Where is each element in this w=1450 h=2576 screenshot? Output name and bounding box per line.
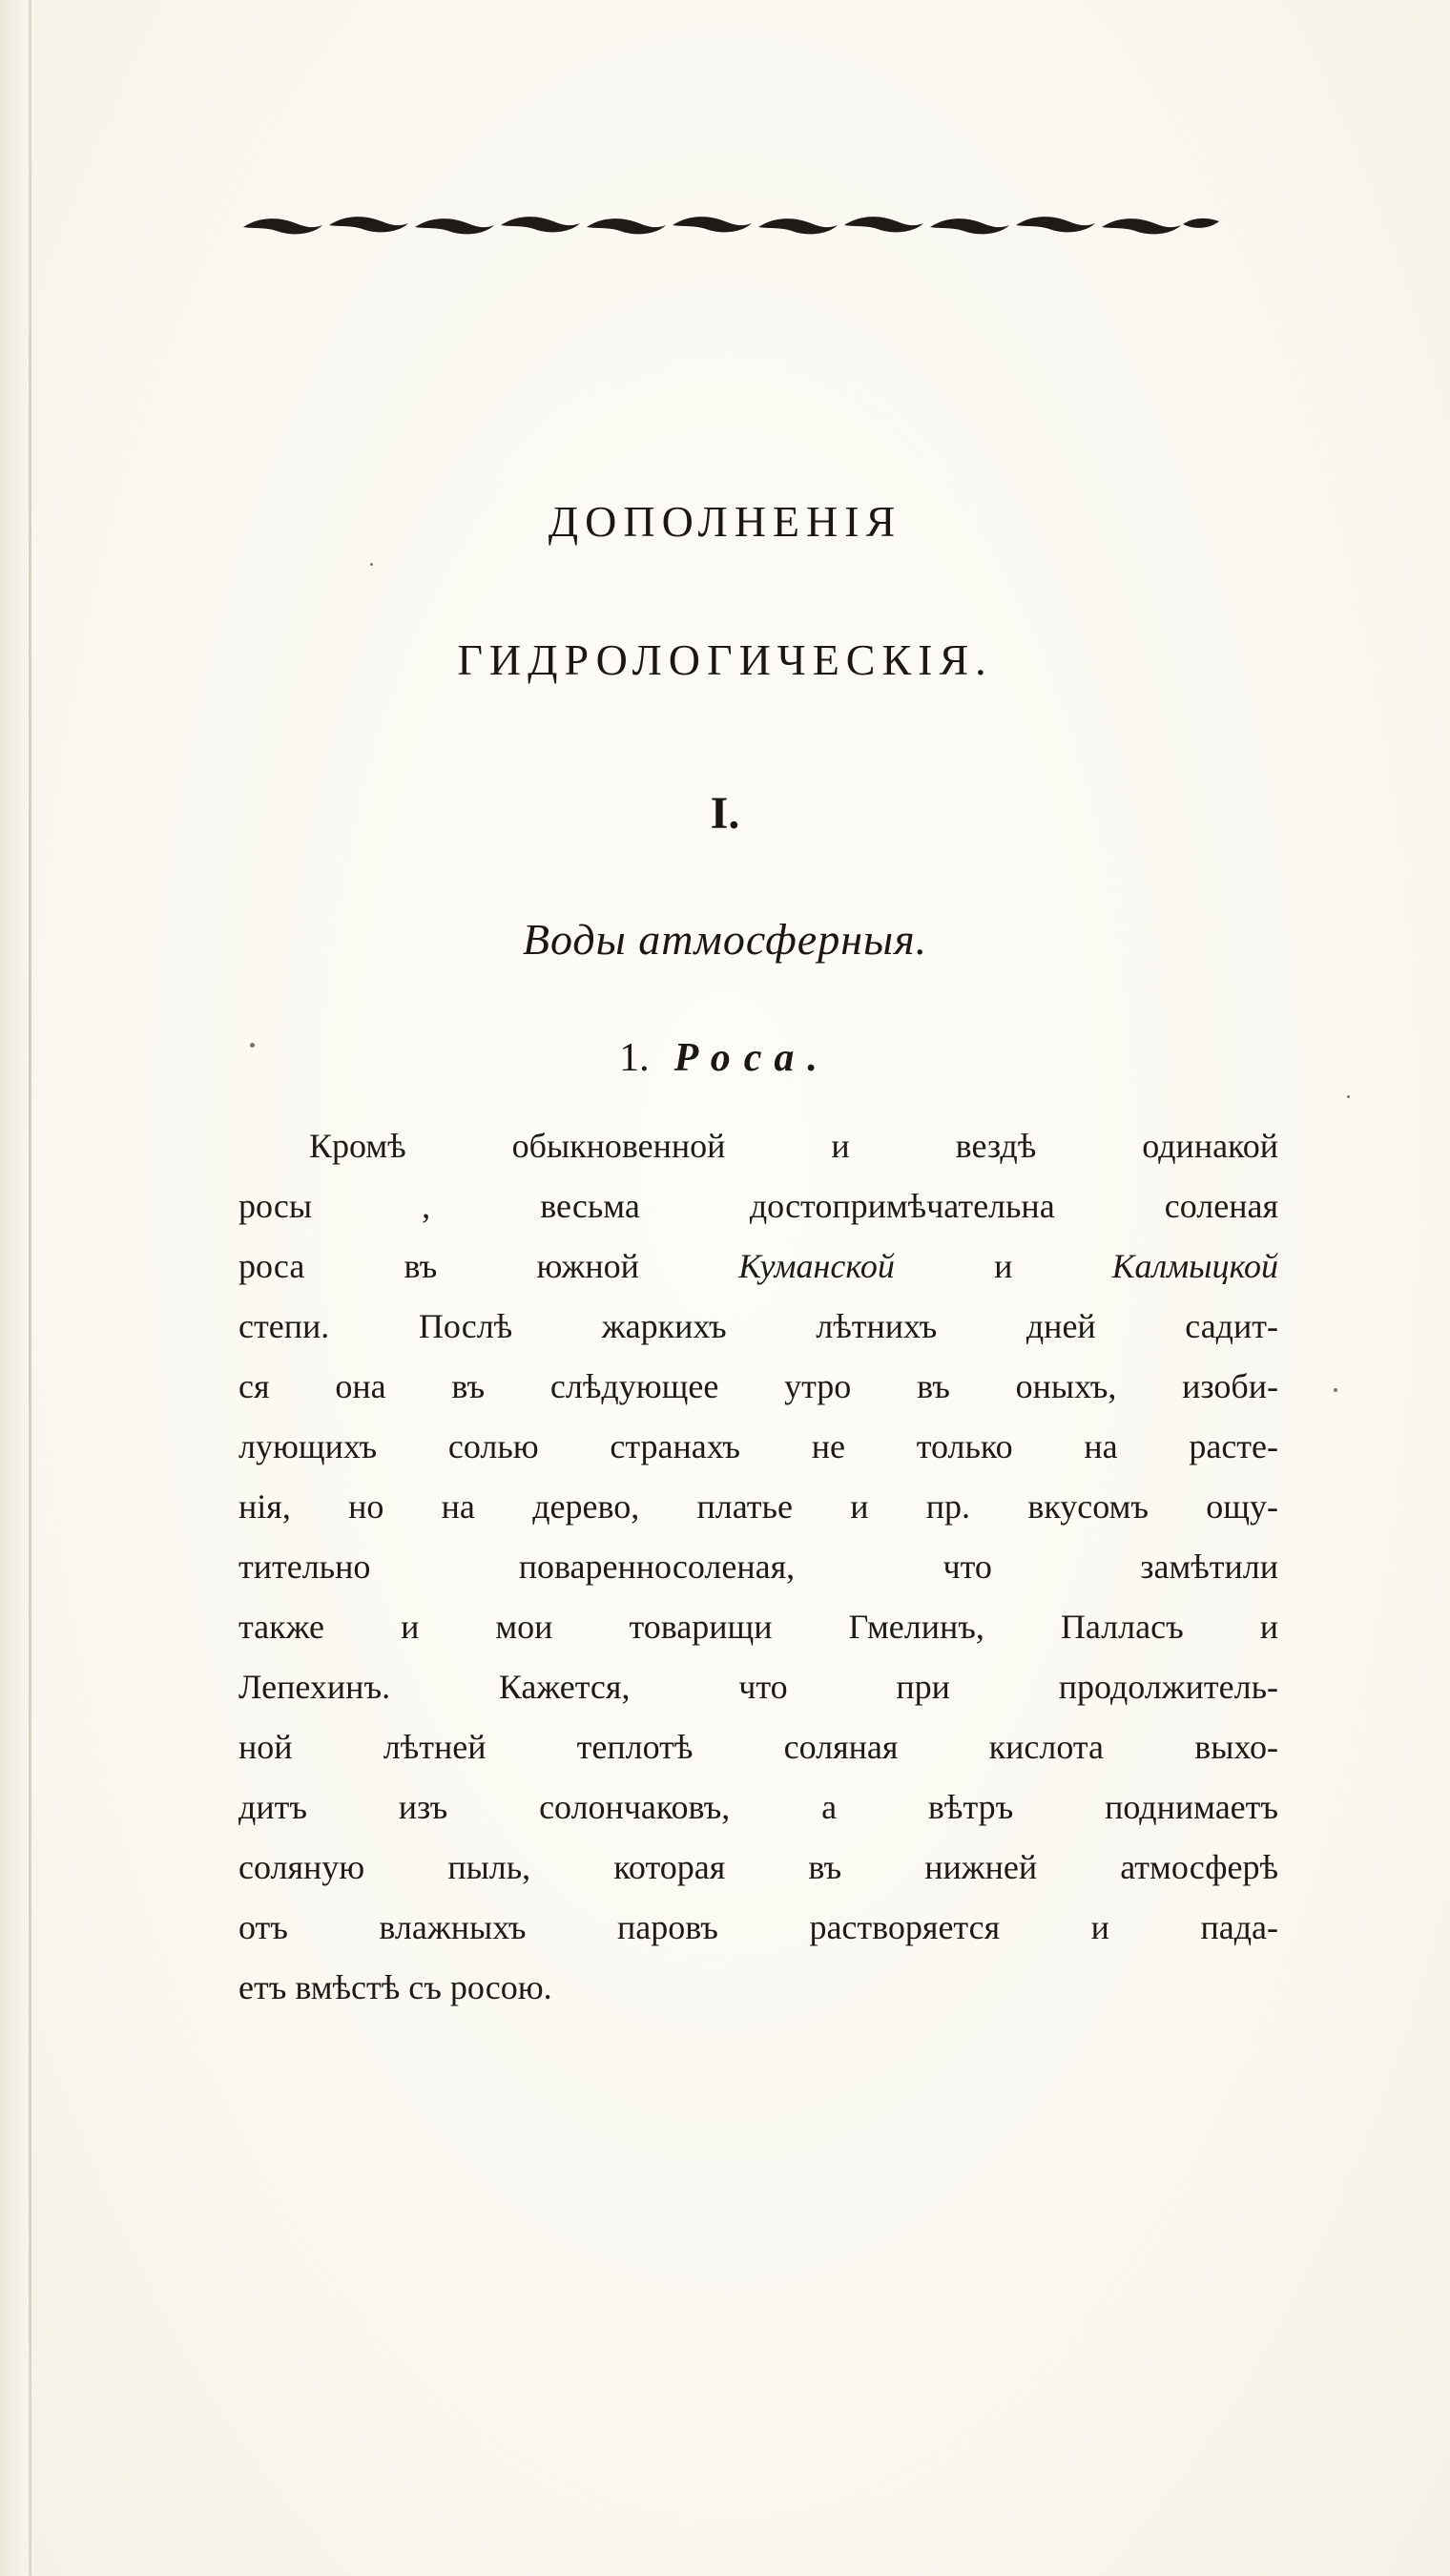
italic-place-name: Куманской [738, 1247, 895, 1285]
binding-shadow [0, 0, 29, 2576]
text-line: также и мои товарищи Гмелинъ, Палласъ и [238, 1608, 1278, 1646]
subsection-heading [0, 1035, 1450, 1081]
paper-speck [370, 563, 373, 566]
text-line: роса въ южной Куманской и Калмыцкой [238, 1247, 1279, 1285]
subsection-title: Роса. [673, 1036, 831, 1080]
text-line: етъ вмѣстѣ съ росою. [238, 1968, 552, 2006]
section-number: I. [710, 788, 740, 839]
subsection-number: 1. [619, 1036, 650, 1080]
text-line: нія, но на дерево, платье и пр. вкусомъ ощу- [238, 1487, 1278, 1526]
paper-speck [1334, 1388, 1337, 1392]
text-line: дитъ изъ солончаковъ, а вѣтръ поднимаетъ [238, 1788, 1278, 1826]
page-title-line-2: ГИДРОЛОГИЧЕСКІЯ. [457, 635, 993, 684]
section-title: Воды атмосферныя. [522, 915, 928, 964]
text-line: ной лѣтней теплотѣ соляная кислота выхо- [238, 1728, 1278, 1766]
page-title-line-1: ДОПОЛНЕНІЯ [548, 497, 902, 546]
body-paragraph [238, 1116, 1278, 2018]
text-line: соляную пыль, которая въ нижней атмосферѣ [238, 1848, 1278, 1886]
text-line: Кромѣ обыкновенной и вездѣ одинакой [309, 1127, 1278, 1165]
text-line: росы , весьма достопримѣчательна соленая [238, 1187, 1278, 1225]
text-line: отъ влажныхъ паровъ растворяется и пада- [238, 1908, 1278, 1946]
text-line: лующихъ солью странахъ не только на расте- [238, 1427, 1278, 1465]
paper-speck [250, 1043, 255, 1048]
binding-edge [29, 0, 31, 2576]
text-line: степи. Послѣ жаркихъ лѣтнихъ дней садит- [238, 1307, 1278, 1345]
italic-place-name: Калмыцкой [1111, 1247, 1279, 1285]
decorative-rule-ornament [238, 208, 1221, 246]
text-line: Лепехинъ. Кажется, что при продолжитель- [238, 1668, 1278, 1706]
text-line: ся она въ слѣдующее утро въ оныхъ, изоби- [238, 1367, 1278, 1405]
paper-speck [1347, 1095, 1350, 1098]
text-line: тительно поваренносоленая, что замѣтили [238, 1548, 1278, 1586]
